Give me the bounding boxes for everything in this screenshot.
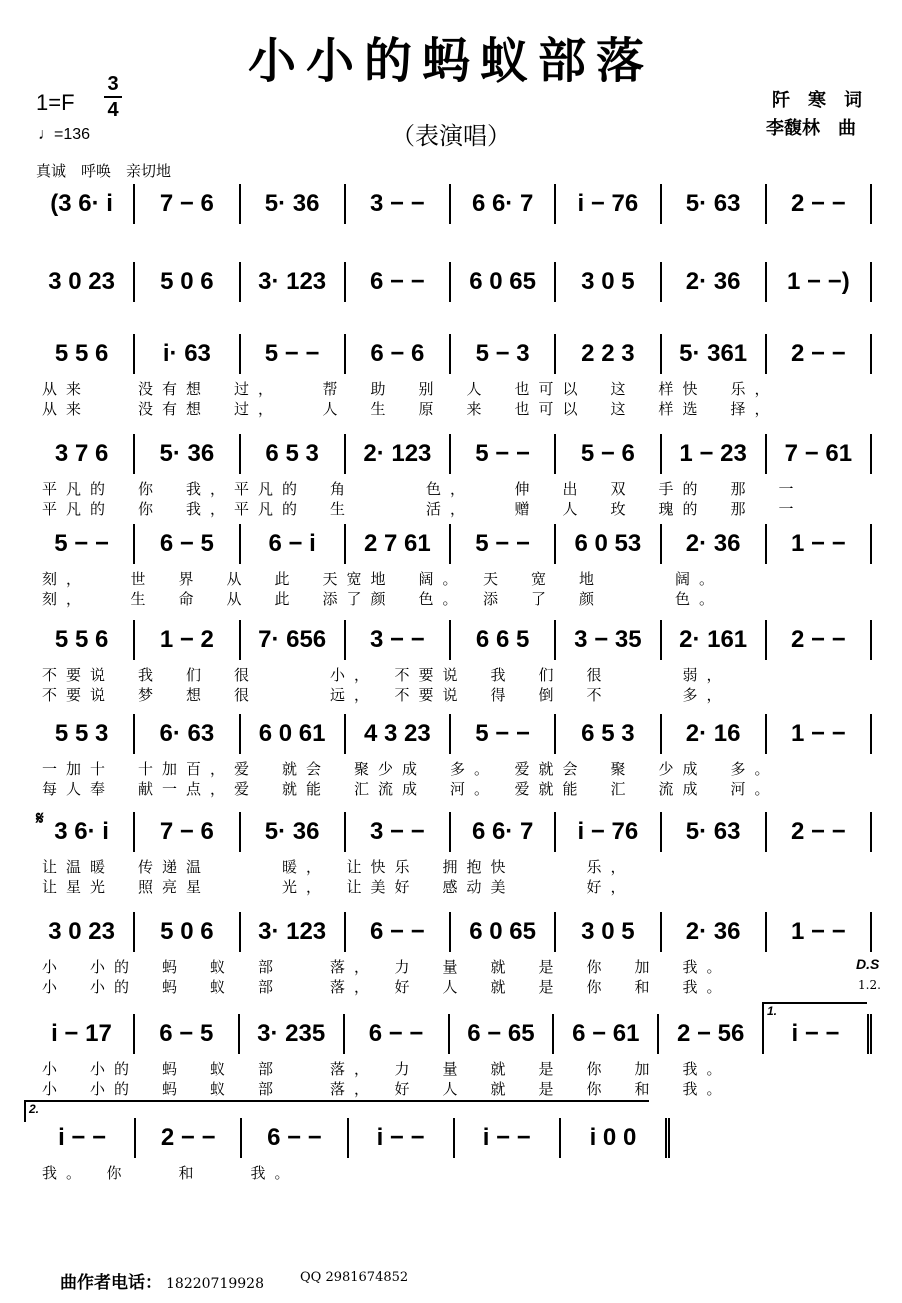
measure-notes: 5· 36 (264, 190, 320, 217)
measure (556, 262, 661, 302)
measure-notes: 5 − − (475, 440, 530, 467)
measure (659, 1014, 764, 1054)
measure-notes: 5· 361 (679, 340, 748, 367)
measure-notes: 5 − 6 (580, 440, 635, 467)
measure (345, 1014, 450, 1054)
measure (556, 434, 661, 474)
lyric-verse-1: 从来 没有想 过， 帮 助 别 人 也可以 这 样快 乐， (42, 380, 779, 398)
song-title: 小小的蚂蚁部落 (247, 33, 654, 89)
measure (556, 334, 661, 374)
measure (561, 1118, 670, 1158)
measure (30, 1118, 136, 1158)
measure-notes: 3 0 23 (48, 918, 115, 945)
measure-notes: 3 − − (370, 626, 425, 653)
measure-notes: 7 − 6 (159, 818, 214, 845)
measure-notes: 2 − − (791, 818, 846, 845)
measure (556, 812, 661, 852)
measure-notes: 7 − 61 (784, 440, 853, 467)
measure (135, 812, 240, 852)
measure (135, 714, 240, 754)
volta-2: 2. (24, 1100, 649, 1122)
measure (455, 1118, 561, 1158)
measure-notes: 6 − − (370, 918, 425, 945)
measure-notes: 1 − 23 (679, 440, 747, 467)
measure-notes: 2 2 3 (581, 340, 635, 367)
measure-notes: 6 5 3 (581, 720, 635, 747)
measure (662, 524, 767, 564)
measure-notes: i − 17 (51, 1020, 112, 1047)
measure (241, 262, 346, 302)
lyric-verse-2: 不要说 梦 想 很 远， 不要说 得 倒 不 多， (42, 686, 731, 704)
measure-notes: 6· 63 (159, 720, 215, 747)
notes-row (30, 434, 872, 474)
measure-notes: 1 − − (791, 720, 846, 747)
measure (241, 524, 346, 564)
measure-notes: 6 − − (267, 1124, 322, 1151)
measure-notes: 3 − − (370, 818, 425, 845)
ds-endings: 1.2. (858, 978, 881, 992)
lyric-verse-1: 小 小的 蚂 蚁 部 落， 力 量 就 是 你 加 我。 (42, 958, 731, 976)
measure (346, 912, 451, 952)
measure (346, 524, 451, 564)
measure-notes: 5· 36 (159, 440, 215, 467)
score-line (30, 434, 872, 522)
measure (662, 184, 767, 224)
score-line (30, 524, 872, 612)
measure-notes: 6 0 65 (469, 268, 536, 295)
notes-row (30, 714, 872, 754)
measure-notes: 6 5 3 (265, 440, 319, 467)
measure-notes: 5 0 6 (160, 918, 214, 945)
measure (346, 262, 451, 302)
measure-notes: 2· 16 (685, 720, 741, 747)
measure-notes: 3 0 5 (581, 268, 635, 295)
measure (451, 184, 556, 224)
volta-1: 1. (762, 1002, 867, 1024)
measure (30, 262, 135, 302)
lyric-verse-1: 让温暖 传递温 暖， 让快乐 拥抱快 乐， (42, 858, 635, 876)
lyric-verse-2: 每人奉 献一点，爱 就能 汇流成 河。 爱就能 汇 流成 河。 (42, 780, 779, 798)
measure-notes: i· 63 (162, 340, 211, 367)
measure (767, 184, 872, 224)
lyric-verse-2: 刻， 生 命 从 此 添了颜 色。 添 了 颜 色。 (42, 590, 724, 608)
measure-notes: 7· 656 (258, 626, 327, 653)
measure (241, 334, 346, 374)
measure (241, 620, 346, 660)
notes-row (30, 1118, 670, 1158)
measure-notes: 5· 36 (264, 818, 320, 845)
measure (767, 262, 872, 302)
score-line (30, 812, 872, 900)
measure-notes: 2 − − (160, 1124, 216, 1151)
measure-notes: 6 − i (268, 530, 316, 557)
measure-notes: 1 − − (791, 918, 846, 945)
measure (241, 812, 346, 852)
measure-notes: 3 6· i (54, 818, 109, 845)
lyric-verse-1: 不要说 我 们 很 小， 不要说 我 们 很 弱， (42, 666, 731, 684)
measure (241, 714, 346, 754)
measure-notes: 6 6 5 (475, 626, 530, 653)
measure-notes: 6 6· 7 (471, 190, 534, 217)
measure-notes: 6 − − (370, 268, 425, 295)
measure (30, 524, 135, 564)
score-line (30, 184, 872, 272)
measure (346, 714, 451, 754)
measure-notes: i − − (791, 1020, 840, 1047)
measure-notes: 6 0 53 (574, 530, 642, 557)
measure (30, 912, 135, 952)
measure-notes: 2· 161 (679, 626, 748, 653)
measure (767, 714, 872, 754)
measure (136, 1118, 242, 1158)
measure (554, 1014, 659, 1054)
measure-notes: 6 − − (368, 1020, 424, 1047)
measure (135, 434, 240, 474)
lyric-verse-2: 小 小的 蚂 蚁 部 落， 好 人 就 是 你 和 我。 (42, 1080, 731, 1098)
measure-notes: 1 − − (791, 530, 846, 557)
measure-notes: 2· 36 (685, 918, 741, 945)
measure (30, 1014, 135, 1054)
measure-notes: 5· 63 (685, 818, 741, 845)
time-signature (102, 72, 124, 122)
measure (241, 912, 346, 952)
measure-notes: 5 5 3 (54, 720, 109, 747)
measure (451, 434, 556, 474)
score-line (30, 334, 872, 422)
measure (767, 912, 872, 952)
measure (662, 912, 767, 952)
measure-notes: i − 76 (577, 818, 639, 845)
measure-notes: 2 7 61 (364, 530, 431, 557)
measure-notes: 6 − 65 (467, 1020, 535, 1047)
notes-row (30, 262, 872, 302)
measure-notes: 4 3 23 (364, 720, 431, 747)
measure (767, 620, 872, 660)
measure (135, 1014, 240, 1054)
lyric-verse-1: 平凡的 你 我，平凡的 角 色， 伸 出 双 手的 那 一 (42, 480, 803, 498)
measure-notes: 6 − 5 (159, 530, 214, 557)
measure (450, 1014, 555, 1054)
phone-label: 曲作者电话： (60, 1273, 162, 1293)
measure-notes: i − 76 (577, 190, 639, 217)
measure (662, 334, 767, 374)
measure-notes: i 0 0 (589, 1124, 637, 1151)
measure (30, 714, 135, 754)
measure-notes: 3 − − (370, 190, 425, 217)
expression-mark: 真诚 呼唤 亲切地 (36, 162, 172, 180)
notes-row (30, 620, 872, 660)
measure (556, 524, 661, 564)
notes-row (30, 912, 872, 952)
measure-notes: i − − (482, 1124, 531, 1151)
lyricist-credit: 阡 寒 词 (772, 90, 862, 111)
composer-phone (60, 1268, 264, 1293)
qq-number: QQ 2981674852 (300, 1270, 409, 1285)
measure (240, 1014, 345, 1054)
score-line (30, 620, 872, 708)
measure (135, 912, 240, 952)
measure-notes: 1 − −) (787, 268, 850, 295)
measure-notes: 3 − 35 (574, 626, 642, 653)
measure-notes: 5 − − (475, 720, 530, 747)
measure (556, 912, 661, 952)
measure (767, 334, 872, 374)
measure (662, 620, 767, 660)
measure-notes: 5· 63 (685, 190, 741, 217)
measure-notes: 6 6· 7 (471, 818, 534, 845)
measure (241, 184, 346, 224)
meter-bottom: 4 (107, 99, 119, 121)
measure (662, 812, 767, 852)
measure (346, 334, 451, 374)
meter-top: 3 (107, 73, 119, 95)
measure (451, 262, 556, 302)
measure (135, 524, 240, 564)
measure (346, 434, 451, 474)
measure (30, 434, 135, 474)
measure-notes: 6 − 61 (572, 1020, 640, 1047)
measure-notes: 2 − − (791, 626, 846, 653)
measure (346, 812, 451, 852)
segno-sign: 𝄋 (36, 808, 44, 829)
measure-notes: 6 − 5 (159, 1020, 214, 1047)
measure-notes: (3 6· i (50, 190, 113, 217)
measure (451, 524, 556, 564)
score-line (30, 912, 872, 1000)
notes-row (30, 1014, 872, 1054)
measure-notes: 5 0 6 (160, 268, 214, 295)
measure (556, 714, 661, 754)
measure (241, 434, 346, 474)
lyric-verse-2: 小 小的 蚂 蚁 部 落， 好 人 就 是 你 和 我。 (42, 978, 731, 996)
measure (556, 620, 661, 660)
measure (346, 184, 451, 224)
measure (135, 262, 240, 302)
score-line (30, 1014, 872, 1102)
measure (767, 524, 872, 564)
measure-notes: 5 5 6 (54, 340, 109, 367)
measure-notes: 3 0 5 (581, 918, 635, 945)
measure-notes: 5 5 6 (54, 626, 109, 653)
notes-row (30, 184, 872, 224)
tempo-mark: ♩=136 (38, 126, 91, 143)
measure (30, 334, 135, 374)
measure-notes: 6 − 6 (370, 340, 425, 367)
measure (767, 434, 872, 474)
key-signature: 1=F (36, 90, 75, 115)
phone-number: 18220719928 (166, 1276, 264, 1292)
measure-notes: i − − (376, 1124, 425, 1151)
measure-notes: 3 7 6 (54, 440, 109, 467)
measure-notes: 2 − 56 (676, 1020, 745, 1047)
measure (135, 334, 240, 374)
measure-notes: 2 − − (791, 190, 846, 217)
measure (662, 262, 767, 302)
measure (662, 434, 767, 474)
measure (30, 620, 135, 660)
measure-notes: 6 0 61 (258, 720, 326, 747)
measure (242, 1118, 348, 1158)
measure (135, 620, 240, 660)
measure (346, 620, 451, 660)
measure-notes: 2· 36 (685, 530, 741, 557)
lyric-verse-2: 从来 没有想 过， 人 生 原 来 也可以 这 样选 择， (42, 400, 779, 418)
measure (30, 812, 135, 852)
measure (556, 184, 661, 224)
subtitle: （表演唱） (391, 122, 511, 150)
measure-notes: 2· 123 (363, 440, 432, 467)
lyric-verse-1: 小 小的 蚂 蚁 部 落， 力 量 就 是 你 加 我。 (42, 1060, 731, 1078)
ds-mark: D.S (856, 956, 880, 972)
measure-notes: 3· 123 (258, 268, 327, 295)
measure (767, 812, 872, 852)
measure-notes: i − − (58, 1124, 107, 1151)
lyric-verse-2: 平凡的 你 我，平凡的 生 活， 赠 人 玫 瑰的 那 一 (42, 500, 803, 518)
notes-row (30, 812, 872, 852)
measure-notes: 6 0 65 (469, 918, 536, 945)
measure-notes: 2 − − (791, 340, 846, 367)
measure-notes: 5 − − (54, 530, 109, 557)
measure-notes: 2· 36 (685, 268, 741, 295)
measure (451, 812, 556, 852)
measure-notes: 3 0 23 (48, 268, 115, 295)
measure-notes: 1 − 2 (159, 626, 214, 653)
measure-notes: 5 − − (475, 530, 530, 557)
notes-row (30, 524, 872, 564)
score-line (30, 1118, 670, 1206)
measure-notes: 5 − 3 (475, 340, 530, 367)
measure-notes: 7 − 6 (159, 190, 214, 217)
notes-row (30, 334, 872, 374)
measure (349, 1118, 455, 1158)
measure (451, 912, 556, 952)
measure (451, 334, 556, 374)
lyric-verse-1: 一加十 十加百，爱 就会 聚少成 多。 爱就会 聚 少成 多。 (42, 760, 779, 778)
measure (30, 184, 135, 224)
lyric-verse-1: 我。 你 和 我。 (42, 1164, 299, 1182)
measure-notes: 5 − − (264, 340, 320, 367)
composer-credit: 李馥林 曲 (766, 118, 856, 139)
lyric-verse-2: 让星光 照亮星 光， 让美好 感动美 好， (42, 878, 635, 896)
measure-notes: 3· 123 (258, 918, 327, 945)
measure (451, 620, 556, 660)
score-line (30, 714, 872, 802)
measure (451, 714, 556, 754)
lyric-verse-1: 刻， 世 界 从 此 天宽地 阔。 天 宽 地 阔。 (42, 570, 724, 588)
measure-notes: 3· 235 (257, 1020, 326, 1047)
measure (662, 714, 767, 754)
measure (135, 184, 240, 224)
